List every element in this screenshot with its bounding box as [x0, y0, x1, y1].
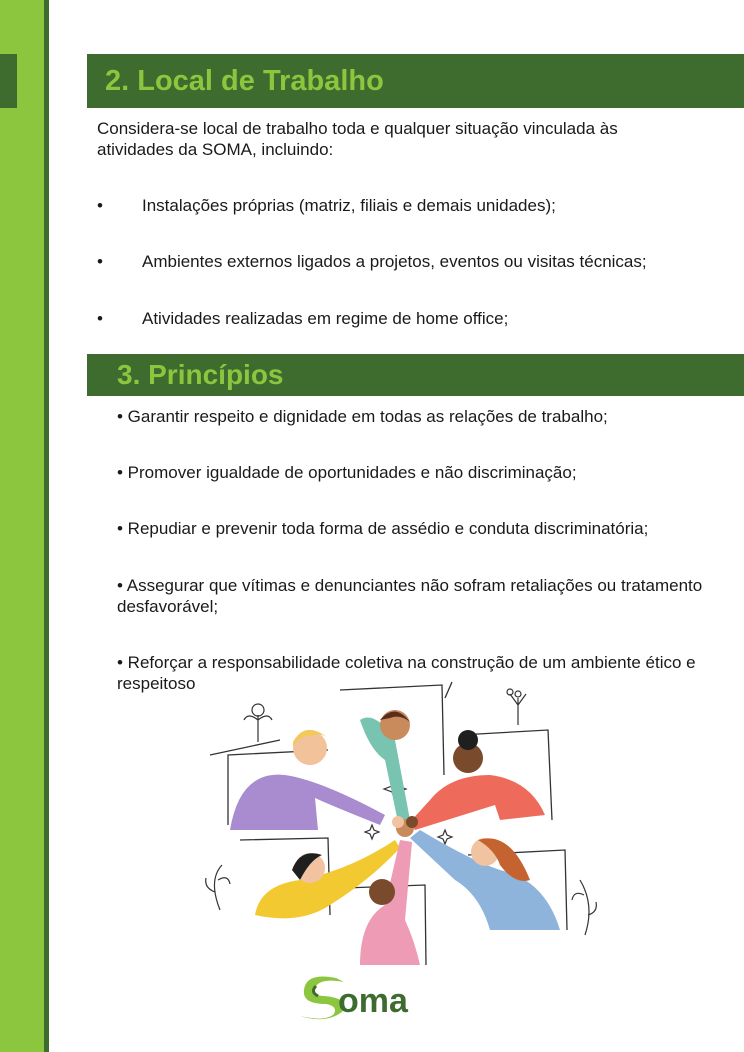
- side-accent-line: [44, 0, 49, 1052]
- principle-item: • Garantir respeito e dignidade em todas as relações de trabalho;: [117, 407, 608, 426]
- bullet-dot: •: [97, 309, 103, 328]
- side-accent-tab: [0, 54, 17, 108]
- list-item-text: Atividades realizadas em regime de home office;: [142, 309, 509, 328]
- principle-item: • Reforçar a responsabilidade coletiva na construção de um ambiente ético e respeitoso: [117, 653, 696, 693]
- principle-item: • Repudiar e prevenir toda forma de assédio e conduta discriminatória;: [117, 519, 649, 538]
- side-accent-strip: [0, 0, 44, 1052]
- bullet-dot: •: [97, 196, 103, 215]
- section-3-heading: 3. Princípios: [87, 354, 744, 396]
- principle-item: • Promover igualdade de oportunidades e não discriminação;: [117, 463, 577, 482]
- soma-logo: [296, 970, 448, 1022]
- teamwork-illustration: [200, 680, 610, 965]
- section-2-intro: Considera-se local de trabalho toda e qualquer situação vinculada às atividades da SOMA, incluindo:: [97, 119, 618, 159]
- principle-item: • Assegurar que vítimas e denunciantes não sofram retaliações ou tratamento desfavorável;: [117, 576, 703, 616]
- bullet-dot: •: [97, 252, 103, 271]
- list-item-text: Instalações próprias (matriz, filiais e demais unidades);: [142, 196, 556, 215]
- list-item-text: Ambientes externos ligados a projetos, eventos ou visitas técnicas;: [142, 252, 647, 271]
- logo-wordmark: oma: [338, 982, 408, 1020]
- section-2-heading: 2. Local de Trabalho: [87, 54, 744, 108]
